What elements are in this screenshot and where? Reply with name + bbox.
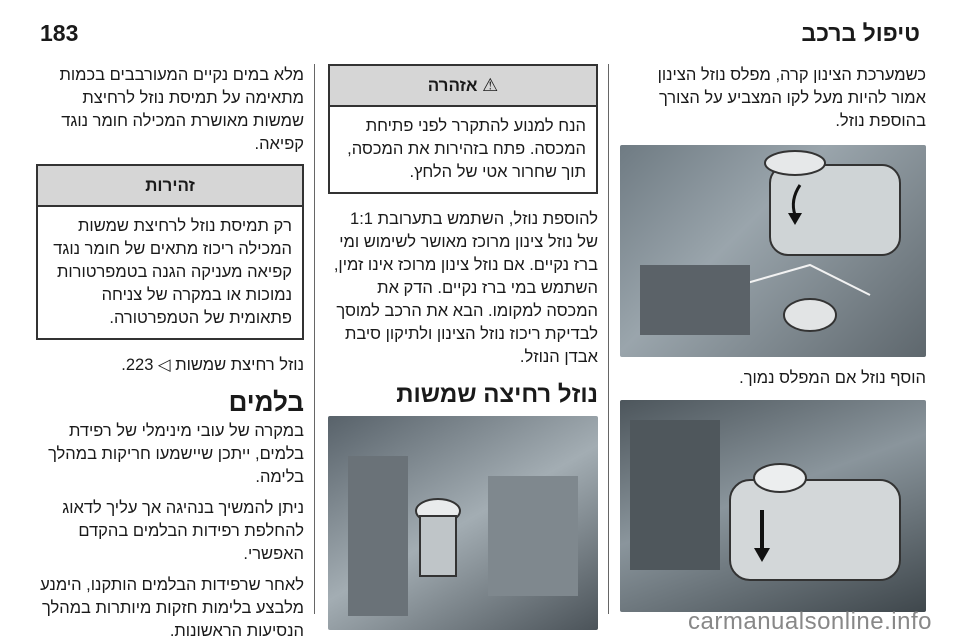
- warning-text: הנח למנוע להתקרר לפני פתיחת המכסה. פתח בזהירות את המכסה, תוך שחרור אטי של הלחץ.: [347, 117, 586, 181]
- warning-title: אזהרה: [427, 76, 478, 95]
- washer-fluid-reference: נוזל רחיצת שמשות ◁ 223.: [121, 356, 304, 374]
- coolant-refill-instructions: להוספת נוזל, השתמש בתערובת 1:1 של נוזל צינון מרוכז מאושר לשימוש ומי ברז נקיים. אם נוזל צינון מרוכז אינו זמין, השתמש במי ברז נקיים. הדק את המכסה למקומו. הבא את הרכב למוסך לבדיקת ריכוז נוזל הצינון ולתיקון סיבת אבדן הנוזל.: [333, 210, 598, 366]
- coolant-reservoir-illustration: [620, 145, 926, 357]
- page-header: [40, 20, 920, 54]
- page-number: 183: [40, 20, 79, 46]
- coolant-topup-illustration: [620, 400, 926, 612]
- notice-text: רק תמיסת נוזל לרחיצת שמשות המכילה ריכוז מתאים של חומר נוגד קפיאה מעניקה הגנה בטמפרטורות נמוכות או במקרה של צניחה פתאומית של הטמפרטורה.: [53, 217, 292, 327]
- brakes-heading: בלמים: [228, 387, 304, 417]
- column-divider: [608, 64, 609, 614]
- warning-triangle-icon: ⚠: [482, 75, 499, 95]
- site-watermark: carmanualsonline.info: [688, 608, 932, 635]
- brakes-paragraph: לאחר שרפידות הבלמים הותקנו, הימנע מלבצע בלימות חזקות מיותרות במהלך הנסיעות הראשונות.: [40, 576, 304, 640]
- coolant-reservoir-photo: [620, 145, 926, 357]
- warning-box: [328, 64, 598, 194]
- warning-header: [330, 66, 596, 107]
- washer-reservoir-illustration: [328, 416, 598, 630]
- column-divider: [314, 64, 315, 614]
- brakes-paragraph: ניתן להמשיך בנהיגה אך עליך לדאוג להחלפת רפידות הבלמים בהקדם האפשרי.: [62, 499, 304, 563]
- brakes-paragraph: במקרה של עובי מינימלי של רפידת בלמים, ייתכן שיישמעו חריקות במהלך בלימה.: [48, 422, 304, 486]
- middle-column: [328, 64, 598, 630]
- notice-title: זהירות: [38, 166, 302, 207]
- washer-reservoir-photo: [328, 416, 598, 630]
- washer-fill-intro: מלא במים נקיים המעורבבים בכמות מתאימה על תמיסת נוזל לרחיצת שמשות מאושרת המכילה חומר נוגד קפיאה.: [59, 66, 304, 153]
- section-title: טיפול ברכב: [801, 20, 920, 46]
- washer-fluid-heading: נוזל רחיצה שמשות: [396, 381, 598, 408]
- coolant-level-intro: כשמערכת הצינון קרה, מפלס נוזל הצינון אמור להיות מעל לקו המצביע על הצורך בהוספת נוזל.: [657, 66, 926, 130]
- coolant-topup-photo: [620, 400, 926, 612]
- right-column: [620, 64, 926, 612]
- top-up-caption: הוסף נוזל אם המפלס נמוך.: [739, 369, 926, 387]
- notice-box: [36, 164, 304, 340]
- left-column: [36, 64, 304, 642]
